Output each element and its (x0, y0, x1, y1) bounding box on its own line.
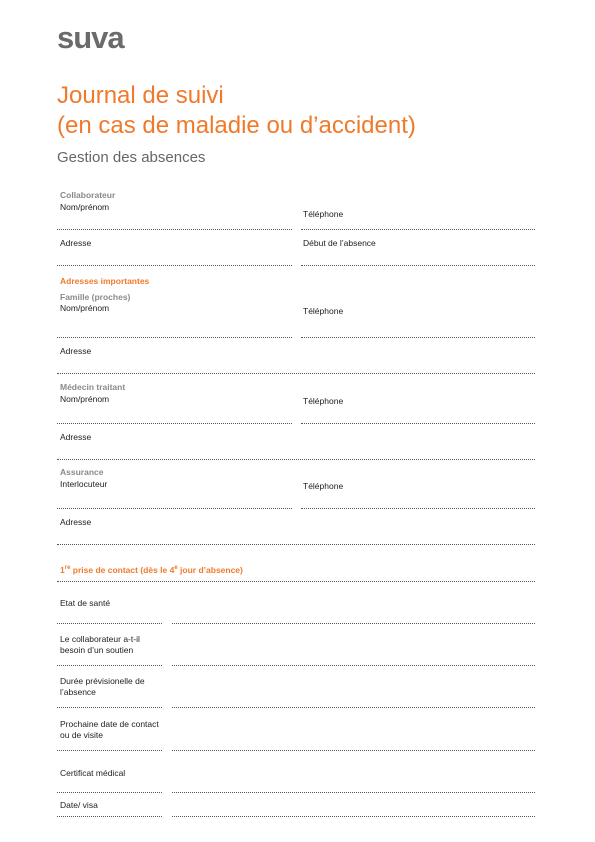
doctor-phone-label: Téléphone (303, 396, 344, 406)
health-state-label: Etat de santé (60, 598, 111, 608)
expected-duration-label: Durée prévisionelle de l’absence (60, 676, 145, 697)
expected-duration-line[interactable] (172, 707, 535, 708)
employee-name-line[interactable] (57, 229, 292, 230)
insurance-contact-label: Interlocuteur (60, 479, 108, 489)
absence-start-line[interactable] (301, 265, 535, 266)
suva-logo: suva (57, 20, 124, 55)
family-name-label: Nom/prénom (60, 303, 110, 313)
health-state-line[interactable] (172, 623, 535, 624)
medical-certificate-line[interactable] (172, 792, 535, 793)
insurance-phone-line[interactable] (301, 508, 535, 509)
next-contact-label-line (57, 750, 162, 751)
insurance-address-line[interactable] (57, 544, 535, 545)
page-subtitle: Gestion des absences (57, 149, 206, 166)
expected-duration-label-line (57, 707, 162, 708)
page-title-line1: Journal de suivi (57, 82, 224, 109)
insurance-contact-line[interactable] (57, 508, 292, 509)
section-important-addresses: Adresses importantes (60, 276, 150, 286)
date-visa-line[interactable] (172, 816, 535, 817)
support-need-label: Le collaborateur a-t-il besoin d’un soutien (60, 634, 140, 655)
medical-certificate-label: Certificat médical (60, 768, 126, 778)
family-phone-label: Téléphone (303, 306, 344, 316)
doctor-name-label: Nom/prénom (60, 394, 110, 404)
insurance-address-label: Adresse (60, 517, 92, 527)
section-insurance: Assurance (60, 467, 104, 477)
first-contact-top-line (57, 581, 535, 582)
employee-phone-label: Téléphone (303, 209, 344, 219)
absence-start-label: Début de l’absence (303, 238, 376, 248)
health-state-label-line (57, 623, 162, 624)
employee-name-label: Nom/prénom (60, 202, 110, 212)
employee-phone-line[interactable] (301, 229, 535, 230)
family-name-line[interactable] (57, 337, 292, 338)
next-contact-line[interactable] (172, 750, 535, 751)
next-contact-label: Prochaine date de contact ou de visite (60, 719, 159, 740)
employee-address-line[interactable] (57, 265, 292, 266)
page-title-line2: (en cas de maladie ou d’accident) (57, 112, 416, 139)
section-family: Famille (proches) (60, 292, 131, 302)
medical-certificate-label-line (57, 792, 162, 793)
date-visa-label-line (57, 816, 162, 817)
section-doctor: Médecin traitant (60, 382, 126, 392)
doctor-phone-line[interactable] (301, 423, 535, 424)
support-need-label-line (57, 665, 162, 666)
section-first-contact: 1re prise de contact (dès le 4e jour d’absence) (60, 565, 243, 575)
employee-address-label: Adresse (60, 238, 92, 248)
family-address-line[interactable] (57, 373, 535, 374)
support-need-line[interactable] (172, 665, 535, 666)
doctor-address-label: Adresse (60, 432, 92, 442)
section-employee: Collaborateur (60, 190, 116, 200)
doctor-name-line[interactable] (57, 423, 292, 424)
insurance-phone-label: Téléphone (303, 481, 344, 491)
date-visa-label: Date/ visa (60, 800, 98, 810)
family-phone-line[interactable] (301, 337, 535, 338)
doctor-address-line[interactable] (57, 459, 535, 460)
family-address-label: Adresse (60, 346, 92, 356)
